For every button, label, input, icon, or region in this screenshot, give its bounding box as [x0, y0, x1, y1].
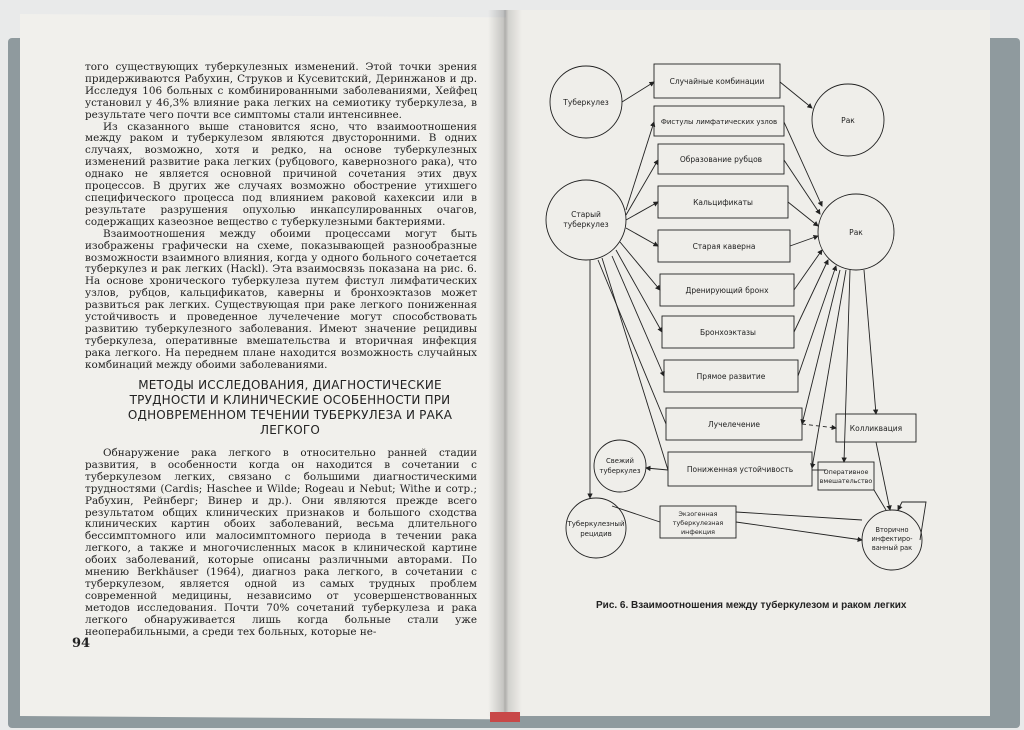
circle-relapse	[566, 498, 626, 558]
label-fistulas: Фистулы лимфатических узлов	[660, 118, 778, 126]
label-bronchus: Дренирующий бронх	[685, 286, 769, 295]
label-scars: Образование рубцов	[679, 155, 763, 164]
box-surgery	[818, 462, 874, 490]
label-direct: Прямое развитие	[696, 372, 766, 381]
relationship-diagram	[540, 50, 940, 590]
label-colliq: Колликвация	[849, 424, 903, 433]
label-surgery-1: Оперативное	[823, 468, 869, 476]
left-text-top	[85, 62, 477, 372]
label-old-tb-1: Старый	[571, 210, 601, 219]
label-fresh-tb-1: Свежий	[606, 457, 634, 465]
label-cavern: Старая каверна	[692, 242, 756, 251]
bookmark-ribbon	[490, 712, 520, 722]
book-gutter	[488, 10, 522, 716]
label-relapse-1: Туберкулезный	[567, 520, 625, 528]
label-bronchiect: Бронхоэктазы	[700, 328, 756, 337]
label-exo-2: туберкулезная	[672, 519, 724, 527]
label-secondary-3: ванный рак	[871, 544, 913, 552]
paragraph: того существующих туберкулезных изменений. Этой точки зрения придерживаются Рабухин, Струков и Кусевитский, Деринжанов и др. Исследуя 106 больных с комбинированными заболеваниями, Хейфец установил у 46,3% влияние рака легких на семиотику туберкулеза, в результате чего почти все симптомы стали интенсивнее.	[85, 61, 477, 121]
left-text-bottom	[85, 448, 477, 639]
label-secondary-1: Вторично	[875, 526, 909, 534]
label-calcif: Кальцификаты	[693, 198, 753, 207]
label-cancer: Рак	[849, 228, 863, 237]
section-heading: МЕТОДЫ ИССЛЕДОВАНИЯ, ДИАГНОСТИЧЕСКИЕ ТРУДНОСТИ И КЛИНИЧЕСКИЕ ОСОБЕННОСТИ ПРИ ОДНОВРЕМЕННОМ ТЕЧЕНИИ ТУБЕРКУЛЕЗА И РАКА ЛЕГКОГО	[127, 378, 453, 437]
paragraph: Из сказанного выше становится ясно, что взаимоотношения между раком и туберкулезом являются двусторонними. В одних случаях, возможно, хотя и редко, на основе туберкулезных изменений развитие рака легких (рубцового, кавернозного рака), что однако не является основной причиной сочетания этих двух процессов. В других же случаях возможно обострение утихшего специфического процесса под влиянием раковой кахексии или в результате разрушения опухолью инкапсулированных очагов, содержащих казеозное вещество с туберкулезными бактериями.	[85, 120, 477, 228]
figure-caption: Рис. 6. Взаимоотношения между туберкулезом и раком легких	[596, 600, 907, 611]
label-surgery-2: вмешательство	[819, 477, 873, 485]
label-fresh-tb-2: туберкулез	[599, 467, 641, 475]
label-radiation: Лучелечение	[708, 420, 760, 429]
label-random: Случайные комбинации	[669, 77, 765, 86]
label-old-tb-2: туберкулез	[563, 220, 609, 229]
label-exo-1: Экзогенная	[678, 510, 718, 518]
paragraph: Взаимоотношения между обоими процессами могут быть изображены графически на схеме, показывающей разнообразные возможности взаимного влияния, когда у одного больного сочетается туберкулез и рак легких (Hackl). Эта взаимосвязь показана на рис. 6. На основе хронического туберкулеза путем фистул лимфатических узлов, рубцов, кальцификатов, каверны и бронхоэктазов может развиться рак легких. Существующая при раке легкого пониженная устойчивость и проведенное лучелечение могут способствовать развитию туберкулезного заболевания. Имеют значение рецидивы туберкулеза, оперативные вмешательства и вторичная инфекция рака легкого. На переднем плане находится возможность случайных комбинаций между обоими заболеваниями.	[85, 227, 477, 371]
page-number: 94	[72, 636, 91, 651]
label-relapse-2: рецидив	[580, 530, 612, 538]
circle-fresh-tb	[594, 440, 646, 492]
label-secondary-2: инфектиро-	[871, 535, 913, 543]
paragraph: Обнаружение рака легкого в относительно ранней стадии развития, в особенности когда он находится в сочетании с туберкулезом легких, связано с большими диагностическими трудностями (Cardis; Haschee и Wilde; Rogeau и Nebut; Withe и сотр.; Рабухин, Рейнберг; Винер и др.). Они являются прежде всего результатом общих клинических признаков и большого сходства клинических картин обоих заболеваний, весьма длительного бессимптомного или малосимптомного периода в течении рака легкого, а также и многочисленных масок в клинической картине обоих заболеваний, которые описаны различными авторами. По мнению Berkhäuser (1964), диагноз рака легкого, в сочетании с туберкулезом, является одной из самых трудных проблем современной медицины, независимо от усовершенствованных методов исследования. Почти 70% сочетаний туберкулеза и рака легкого обнаруживается лишь когда больные стали уже неоперабильными, а среди тех больных, которые не-	[85, 447, 477, 638]
label-tuberculosis: Туберкулез	[563, 98, 609, 107]
label-reduced: Пониженная устойчивость	[686, 465, 794, 474]
label-cancer-top: Рак	[841, 116, 855, 125]
label-exo-3: инфекция	[681, 528, 715, 536]
